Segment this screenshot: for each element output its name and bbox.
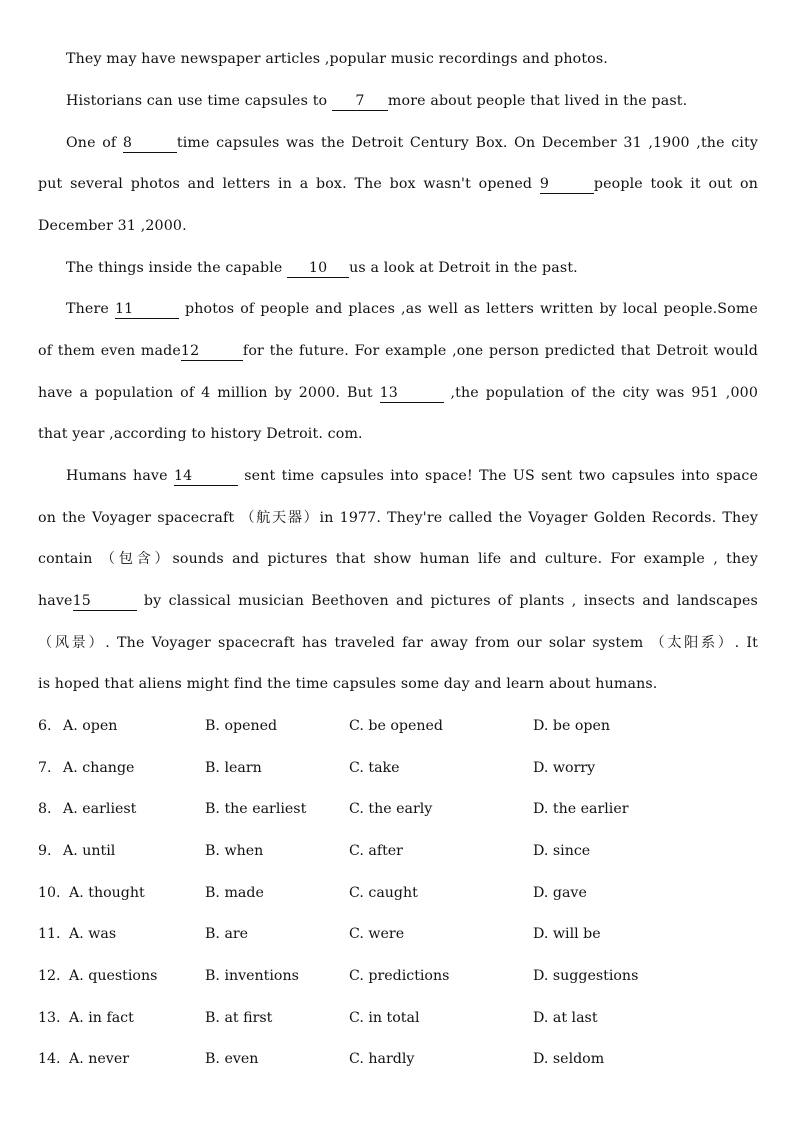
- blank-11[interactable]: 11: [115, 301, 179, 319]
- option-a[interactable]: A. never: [69, 1051, 129, 1067]
- option-a[interactable]: A. earliest: [63, 801, 137, 817]
- question-row: [38, 883, 758, 903]
- blank-9[interactable]: 9: [540, 176, 594, 194]
- text: The things inside the capable: [66, 260, 288, 276]
- passage-line: They may have newspaper articles ,popular music recordings and photos.: [66, 51, 608, 67]
- option-c[interactable]: C. after: [349, 843, 403, 859]
- blank-12[interactable]: 12: [181, 343, 243, 361]
- text: more about people that lived in the past.: [387, 93, 688, 109]
- option-d[interactable]: D. gave: [533, 885, 587, 901]
- question-number: 6.: [38, 718, 52, 734]
- option-b[interactable]: B. made: [205, 885, 264, 901]
- option-a[interactable]: A. questions: [69, 968, 158, 984]
- text: put several photos and letters in a box. The box wasn't opened: [38, 176, 540, 192]
- blank-14[interactable]: 14: [174, 468, 238, 486]
- option-c[interactable]: C. in total: [349, 1010, 420, 1026]
- question-number: 13.: [38, 1010, 61, 1026]
- option-c[interactable]: C. were: [349, 926, 405, 942]
- passage-line: [38, 383, 758, 403]
- option-d[interactable]: D. worry: [533, 760, 596, 776]
- question-row: [38, 1049, 758, 1069]
- passage-line: [66, 299, 758, 319]
- option-a[interactable]: A. until: [63, 843, 116, 859]
- text: have a population of 4 million by 2000. But: [38, 385, 380, 401]
- question-number: 14.: [38, 1051, 61, 1067]
- question-number: 8.: [38, 801, 52, 817]
- question-row: [38, 758, 758, 778]
- option-d[interactable]: D. will be: [533, 926, 601, 942]
- text: for the future. For example ,one person predicted that Detroit would: [242, 343, 758, 359]
- option-d[interactable]: D. be open: [533, 718, 611, 734]
- blank-15[interactable]: 15: [73, 593, 137, 611]
- option-c[interactable]: C. predictions: [349, 968, 450, 984]
- option-c[interactable]: C. hardly: [349, 1051, 415, 1067]
- option-b[interactable]: B. even: [205, 1051, 259, 1067]
- passage-line: that year ,according to history Detroit. com.: [38, 426, 363, 442]
- question-number: 10.: [38, 885, 61, 901]
- question-number: 9.: [38, 843, 52, 859]
- question-number: 12.: [38, 968, 61, 984]
- blank-13[interactable]: 13: [380, 385, 444, 403]
- option-a[interactable]: A. thought: [69, 885, 145, 901]
- text: ,the population of the city was 951 ,000: [443, 385, 758, 401]
- option-a[interactable]: A. in fact: [69, 1010, 134, 1026]
- text: One of: [66, 135, 123, 151]
- question-row: [38, 924, 758, 944]
- question-row: [38, 799, 758, 819]
- text: have: [38, 593, 73, 609]
- option-b[interactable]: B. at first: [205, 1010, 273, 1026]
- text: of them even made: [38, 343, 181, 359]
- option-c[interactable]: C. take: [349, 760, 400, 776]
- text: sent time capsules into space! The US sent two capsules into space: [237, 468, 758, 484]
- text: people took it out on: [593, 176, 759, 192]
- question-number: 7.: [38, 760, 52, 776]
- text: by classical musician Beethoven and pictures of plants , insects and landscapes: [136, 593, 758, 609]
- option-d[interactable]: D. since: [533, 843, 591, 859]
- passage-line: [38, 341, 758, 361]
- option-d[interactable]: D. the earlier: [533, 801, 629, 817]
- option-b[interactable]: B. are: [205, 926, 249, 942]
- passage-line: on the Voyager spacecraft （航天器）in 1977. They're called the Voyager Golden Records. They: [38, 510, 758, 526]
- passage-line: [66, 91, 758, 111]
- question-row: [38, 966, 758, 986]
- option-d[interactable]: D. seldom: [533, 1051, 605, 1067]
- option-b[interactable]: B. when: [205, 843, 264, 859]
- passage-line: [38, 174, 758, 194]
- option-b[interactable]: B. the earliest: [205, 801, 307, 817]
- option-d[interactable]: D. suggestions: [533, 968, 639, 984]
- text: time capsules was the Detroit Century Box. On December 31 ,1900 ,the city: [176, 135, 759, 151]
- option-b[interactable]: B. opened: [205, 718, 278, 734]
- question-row: [38, 716, 758, 736]
- option-a[interactable]: A. change: [63, 760, 135, 776]
- option-d[interactable]: D. at last: [533, 1010, 598, 1026]
- option-c[interactable]: C. caught: [349, 885, 418, 901]
- blank-10[interactable]: 10: [287, 260, 349, 278]
- blank-7[interactable]: 7: [332, 93, 388, 111]
- text: Humans have: [66, 468, 174, 484]
- passage-line: [66, 258, 758, 278]
- option-c[interactable]: C. be opened: [349, 718, 443, 734]
- option-b[interactable]: B. learn: [205, 760, 262, 776]
- option-a[interactable]: A. was: [69, 926, 117, 942]
- text: photos of people and places ,as well as letters written by local people.Some: [178, 301, 758, 317]
- passage-line: is hoped that aliens might find the time capsules some day and learn about humans.: [38, 676, 658, 692]
- passage-line: [66, 133, 758, 153]
- text: us a look at Detroit in the past.: [349, 260, 578, 276]
- option-c[interactable]: C. the early: [349, 801, 433, 817]
- text: Historians can use time capsules to: [66, 93, 332, 109]
- question-row: [38, 1008, 758, 1028]
- passage-line: contain （包含）sounds and pictures that show human life and culture. For example , they: [38, 551, 758, 567]
- passage-line: [66, 466, 758, 486]
- passage-line: December 31 ,2000.: [38, 218, 187, 234]
- passage-line: [38, 591, 758, 611]
- question-row: [38, 841, 758, 861]
- passage-line: （风景）. The Voyager spacecraft has traveled far away from our solar system （太阳系）. It: [38, 635, 758, 651]
- option-b[interactable]: B. inventions: [205, 968, 299, 984]
- option-a[interactable]: A. open: [63, 718, 118, 734]
- blank-8[interactable]: 8: [123, 135, 177, 153]
- question-number: 11.: [38, 926, 61, 942]
- text: There: [66, 301, 115, 317]
